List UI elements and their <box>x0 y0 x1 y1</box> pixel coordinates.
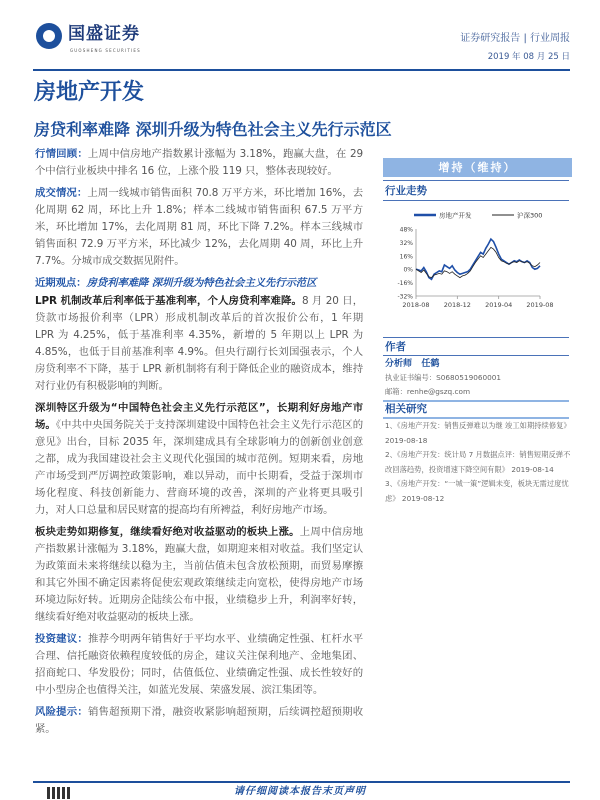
lead: 深圳特区升级为“中国特色社会主义先行示范区”，长期利好房地产市场。 <box>35 402 363 431</box>
related-item[interactable] <box>385 448 571 477</box>
report-type: 证券研究报告 | 行业周报 <box>460 33 570 44</box>
report-subtitle: 房贷利率难降 深圳升级为特色社会主义先行示范区 <box>34 120 392 139</box>
divider <box>383 180 569 181</box>
risk-warning <box>35 704 363 738</box>
text: 推荐今明两年销售好于平均水平、业绩确定性强、杠杆水平合理、信托融资依赖程度较低的房企，建议关注保利地产、金地集团、招商蛇口、华发股份；同时，估值低位、业绩确定性强、成长性较好的中小型房企也值得关注，如蓝光发展、荣盛发展、滨江集团等。 <box>35 633 363 696</box>
report-body <box>35 146 363 743</box>
header-divider <box>33 69 570 71</box>
lead: 板块走势如期修复，继续看好绝对收益驱动的板块上涨。 <box>35 526 300 538</box>
text: 上周一线城市销售面积 70.8 万平方米，环比增加 16%，去化周期 62 周，环比上升 1.8%；样本二线城市销售面积 67.5 万平方米，环比增加 17%，去化周期 81 周，环比下降 7.2%。样本三线城市销售面积 72.9 万平方米，环比减少 12%，去化周期 40 周，环比上升 7.7%。分城市成交数据见附件。 <box>35 187 363 267</box>
y-tick-label: 0% <box>403 266 413 274</box>
x-tick-label: 2019-04 <box>485 301 513 309</box>
disclaimer-note: 请仔细阅读本报告末页声明 <box>234 786 366 797</box>
transactions <box>35 185 363 270</box>
market-review <box>35 146 363 180</box>
title: 1、《房地产开发：销售反弹难以为继 竣工如期持续修复》 <box>385 421 571 430</box>
related-item[interactable] <box>385 419 571 448</box>
footer-divider <box>33 781 570 783</box>
related-heading: 相关研究 <box>385 403 427 415</box>
legend-label: 房地产开发 <box>439 211 472 220</box>
label: 行情回顾： <box>35 148 88 160</box>
industry-trend-chart <box>380 208 575 318</box>
report-date: 2019 年 08 月 25 日 <box>487 52 570 62</box>
analyst-name: 任鹤 <box>421 359 440 369</box>
text: 8 月 20 日，贷款市场报价利率（LPR）形成机制改革后的首次报价公布，1 年期 LPR 为 4.25%，低于基准利率 4.35%，新增的 5 年期以上 LPR 为 4.85%，也低于目前基准利率 4.9%。但央行副行长刘国强表示，个人房贷利率不下降，基于 LPR 新机制将有利于降低企业的融资成本，维持对行业仍有积极影响的判断。 <box>35 295 364 392</box>
date: 2019-08-12 <box>401 493 445 503</box>
y-tick-label: -16% <box>397 280 413 288</box>
analyst <box>385 358 439 370</box>
y-tick-label: -32% <box>397 293 413 301</box>
related-research-list <box>385 419 571 506</box>
brand-logo-icon <box>36 23 62 49</box>
sector-paragraph <box>35 524 363 626</box>
text: 上周中信房地产指数累计涨幅为 3.18%，跑赢大盘，如期迎来相对收益。我们坚定认为政策面未来将继续以稳为主，当前估值未包含放松预期，而贸易摩擦和其它外围不确定因素将促使宏观政策继续走向宽松，使得房地产市场环境边际好转。近期房企陆续公布中报，业绩稳步上升，利润率好转，继续看好绝对收益驱动的板块上涨。 <box>35 526 363 623</box>
page-title: 房地产开发 <box>34 79 145 105</box>
label: 风险提示： <box>35 706 88 718</box>
x-tick-label: 2018-08 <box>402 301 430 309</box>
brand-name: 国盛证券 <box>68 24 140 44</box>
label: 成交情况： <box>35 187 88 199</box>
lpr-paragraph <box>35 293 363 395</box>
x-tick-label: 2019-08 <box>526 301 554 309</box>
y-tick-label: 16% <box>399 253 413 261</box>
legend-label: 沪深300 <box>517 211 543 220</box>
date: 2019-08-18 <box>385 435 428 445</box>
divider <box>383 400 569 402</box>
date: 2019-08-14 <box>511 464 554 474</box>
analyst-role: 分析师 <box>385 359 413 369</box>
lead: LPR 机制改革后利率低于基准利率，个人房贷利率难降。 <box>35 295 302 307</box>
email[interactable]: 邮箱：renhe@gszq.com <box>385 387 471 396</box>
x-tick-label: 2018-12 <box>443 301 471 309</box>
view-heading <box>35 275 363 292</box>
text: 上周中信房地产指数累计涨幅为 3.18%，跑赢大盘，在 29 个中信行业板块中排名 16 位，上涨个股 119 只，整体表现较好。 <box>35 148 363 177</box>
text: 房贷利率难降 深圳升级为特色社会主义先行示范区 <box>86 277 317 289</box>
divider <box>383 355 569 356</box>
shenzhen-paragraph <box>35 400 363 519</box>
title: 2、《房地产开发：统计局 7 月数据点评：销售短期反弹不改回落趋势，投资增速下降空间有限》 <box>385 450 571 474</box>
title: 3、《房地产开发：“一城一策”逻辑未变，板块无需过度忧虑》 <box>385 479 569 503</box>
divider <box>383 337 569 338</box>
related-item[interactable] <box>385 477 571 506</box>
text: 销售超预期下滑，融资收紧影响超预期，后续调控超预期收紧。 <box>35 706 363 735</box>
trend-heading: 行业走势 <box>385 185 427 197</box>
y-tick-label: 32% <box>399 239 413 247</box>
investment-advice <box>35 631 363 699</box>
brand-name-en: GUOSHENG SECURITIES <box>70 48 141 53</box>
license-number: 执业证书编号：S0680519060001 <box>385 373 502 382</box>
divider <box>383 200 569 201</box>
rating-badge: 增持（维持） <box>383 158 572 177</box>
text: 《中共中央国务院关于支持深圳建设中国特色社会主义先行示范区的意见》出台，目标 2035 年，深圳建成具有全球影响力的创新创业创意之都，成为我国建设社会主义现代化强国的城市范例。短期来看，房地产市场受到严厉调控政策影响，难以异动，而中长期看，受益于深圳市场化程度、科技创新能力、营商环境的改善，深圳的产业将更具吸引力，对人口总量和居民财富的提高均有所裨益，利好房地产市场。 <box>35 419 363 516</box>
y-tick-label: 48% <box>399 226 413 234</box>
author-heading: 作者 <box>385 341 406 353</box>
label: 投资建议： <box>35 633 88 645</box>
label: 近期观点： <box>35 277 87 289</box>
qr-code-icon <box>47 787 71 799</box>
